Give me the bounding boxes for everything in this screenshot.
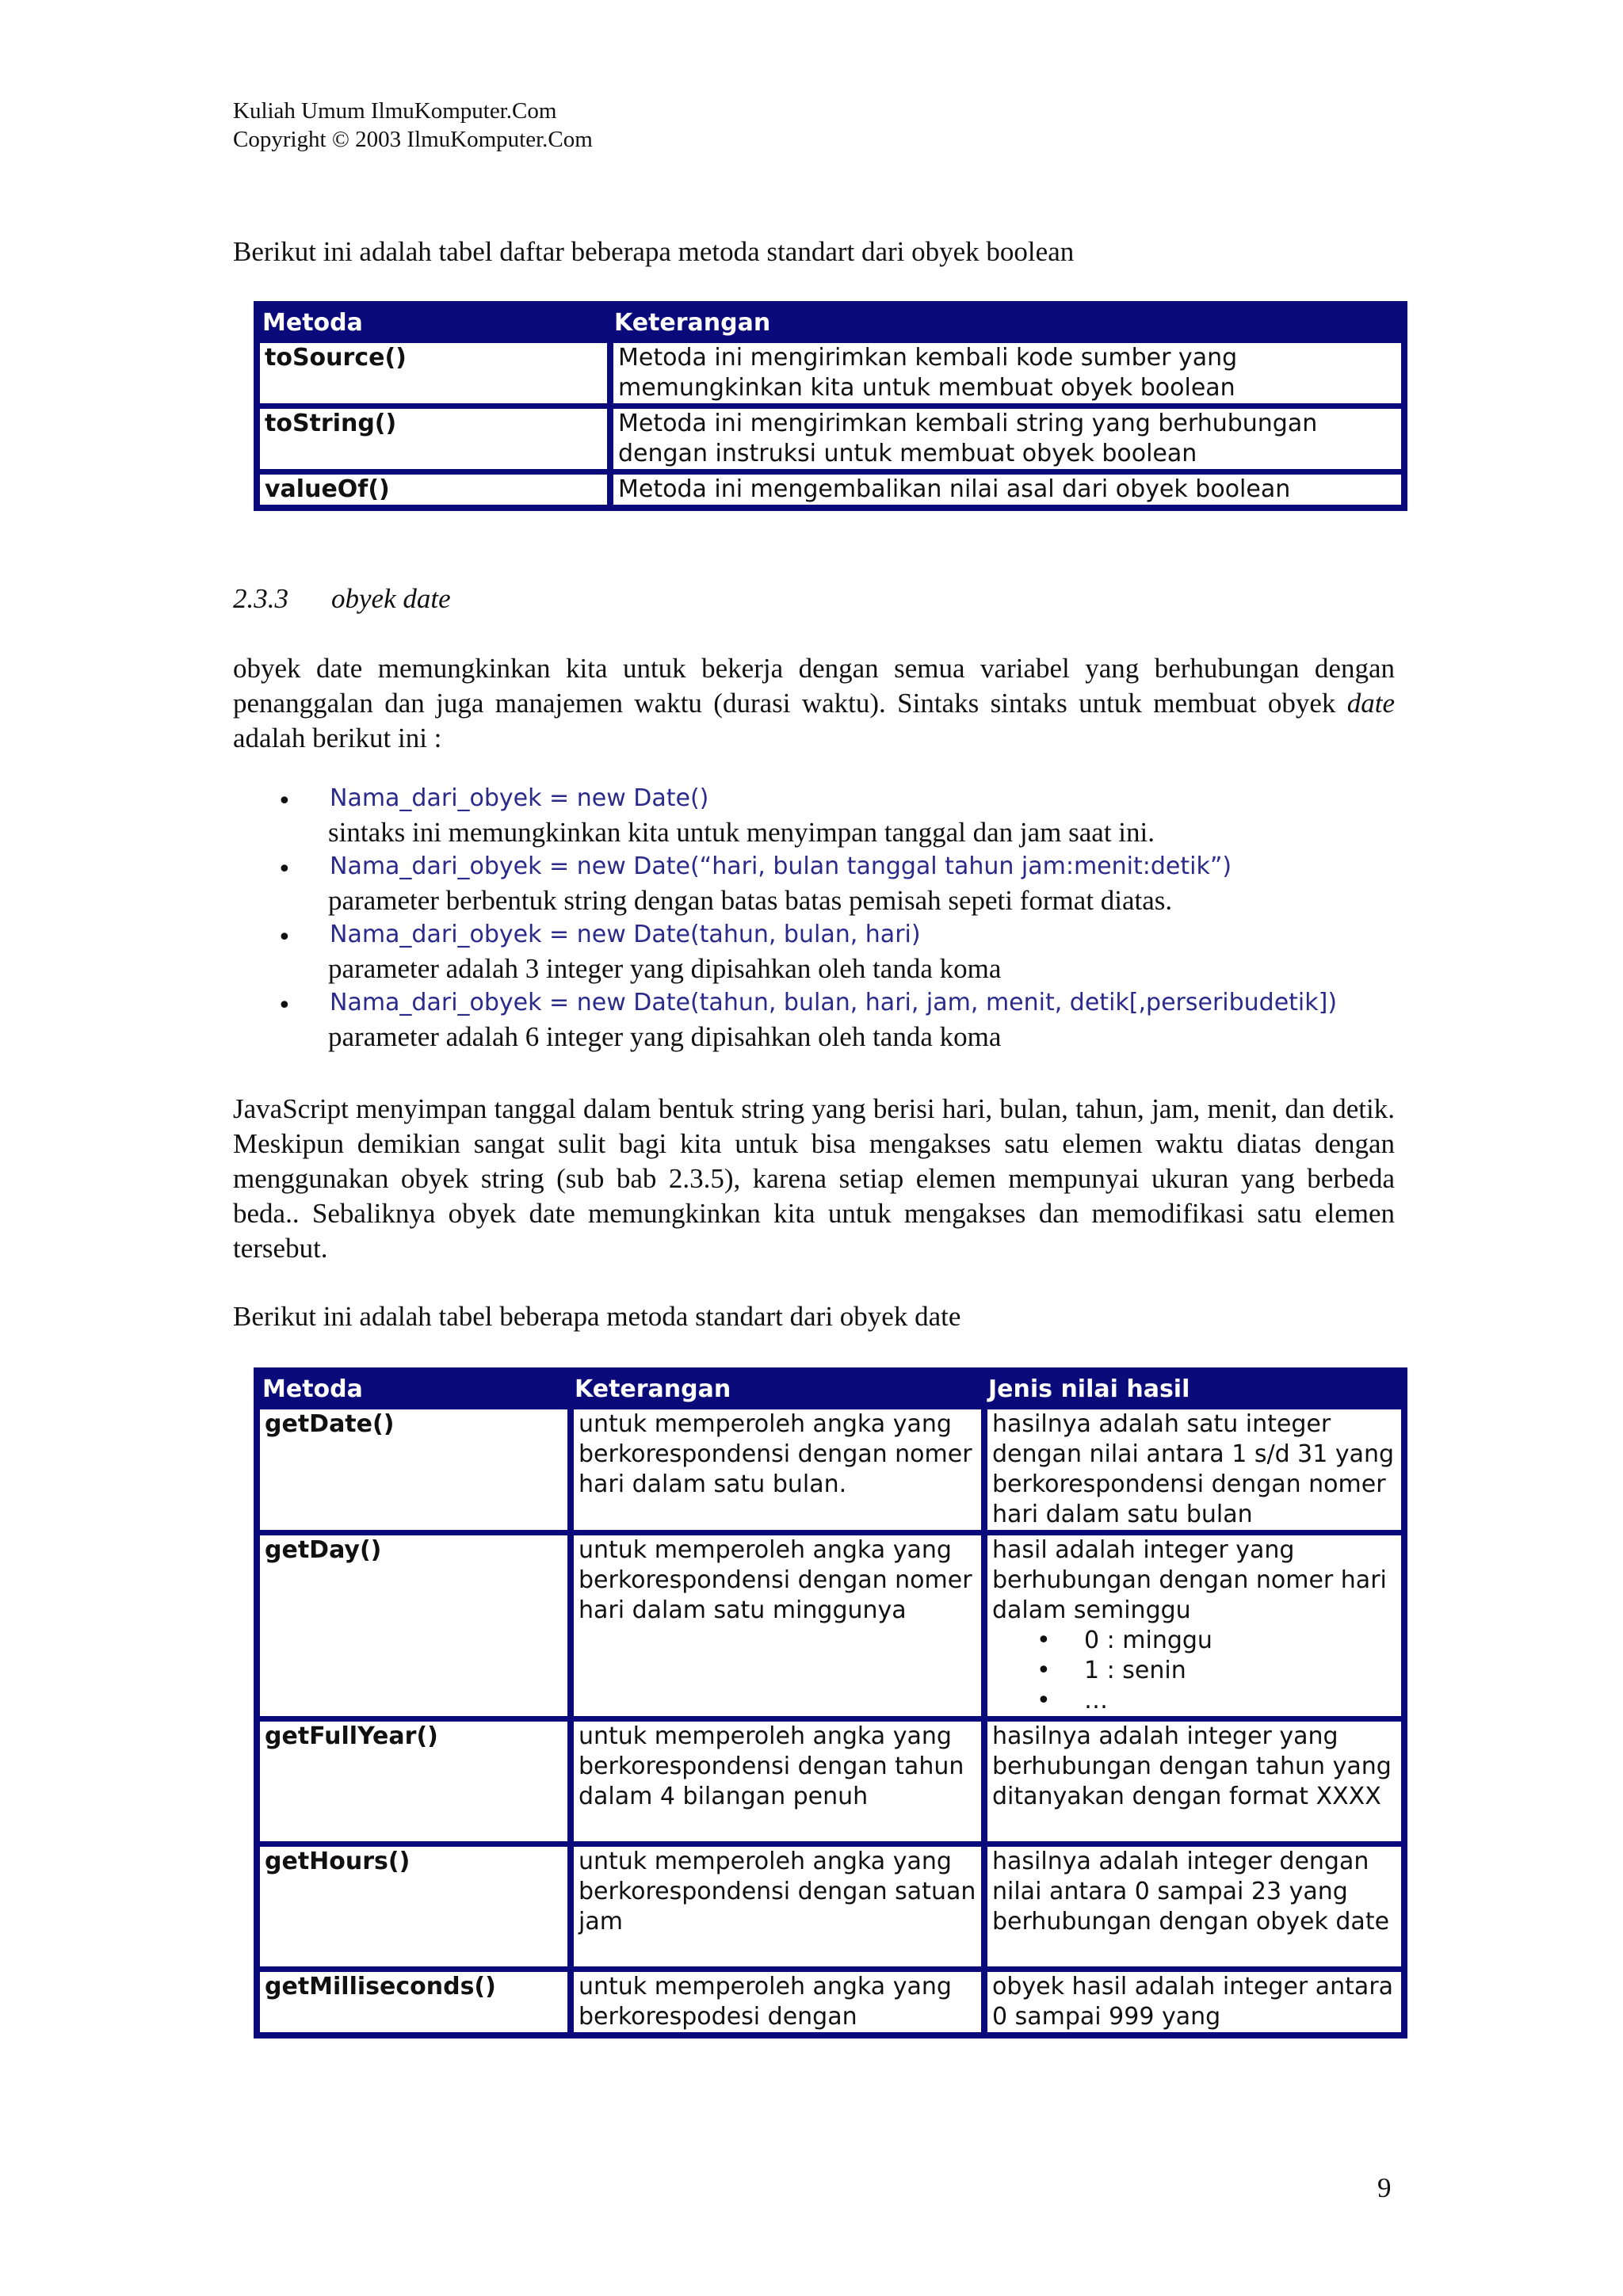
description-cell: Metoda ini mengirimkan kembali kode sumber yang memungkinkan kita untuk membuat obyek boolean	[609, 340, 1403, 406]
constructor-list	[277, 783, 1466, 1055]
constructor-syntax: Nama_dari_obyek = new Date(tahun, bulan, hari)	[330, 921, 921, 948]
column-header: Metoda	[258, 305, 609, 340]
table-row	[258, 471, 1403, 507]
date-methods-table	[254, 1367, 1407, 2039]
header-line-2: Copyright © 2003 IlmuKomputer.Com	[233, 127, 593, 152]
table-header-row	[258, 305, 1403, 340]
page-number: 9	[1377, 2172, 1392, 2203]
section-heading	[233, 583, 451, 615]
result-cell: obyek hasil adalah integer antara 0 sampai 999 yang	[983, 1969, 1403, 2035]
table-row	[258, 1532, 1403, 1718]
bullet-icon: •	[277, 924, 292, 952]
method-cell: toSource()	[258, 340, 609, 406]
paragraph-text: adalah berikut ini :	[233, 723, 442, 753]
result-cell: hasilnya adalah integer yang berhubungan dengan tahun yang ditanyakan dengan format XXXX	[983, 1718, 1403, 1844]
list-item: • 1 : senin	[1037, 1656, 1396, 1686]
table-row	[258, 406, 1403, 471]
table-row	[258, 1969, 1403, 2035]
description-cell: untuk memperoleh angka yang berkorespodesi dengan	[570, 1969, 983, 2035]
description-cell: Metoda ini mengembalikan nilai asal dari obyek boolean	[609, 471, 1403, 507]
result-cell	[983, 1532, 1403, 1718]
javascript-date-paragraph: JavaScript menyimpan tanggal dalam bentuk string yang berisi hari, bulan, tahun, jam, menit, dan detik. Meskipun demikian sangat sulit bagi kita untuk bisa mengakses satu elemen waktu diatas dengan menggunakan obyek string (sub bab 2.3.5), karena setiap elemen mempunyai ukuran yang berbeda beda.. Sebaliknya obyek date memungkinkan kita untuk mengakses dan memodifikasi satu elemen tersebut.	[233, 1093, 1395, 1264]
result-text: hasil adalah integer yang berhubungan dengan nomer hari dalam seminggu	[992, 1536, 1387, 1624]
description-cell: untuk memperoleh angka yang berkorespondensi dengan satuan jam	[570, 1844, 983, 1969]
date-intro-paragraph	[233, 651, 1395, 756]
table-header-row	[258, 1371, 1403, 1406]
description-cell: untuk memperoleh angka yang berkorespondensi dengan nomer hari dalam satu bulan.	[570, 1406, 983, 1532]
constructor-description: parameter adalah 3 integer yang dipisahkan oleh tanda koma	[328, 953, 1002, 984]
list-item	[277, 783, 1466, 851]
method-cell: getHours()	[258, 1844, 570, 1969]
column-header: Jenis nilai hasil	[983, 1371, 1403, 1406]
constructor-syntax: Nama_dari_obyek = new Date(tahun, bulan, hari, jam, menit, detik[,perseribudetik])	[330, 989, 1338, 1016]
section-title: obyek date	[331, 583, 451, 614]
bullet-icon: •	[277, 788, 292, 815]
list-item	[277, 987, 1466, 1055]
section-number: 2.3.3	[233, 583, 288, 614]
column-header: Metoda	[258, 1371, 570, 1406]
table-row	[258, 1844, 1403, 1969]
method-cell: toString()	[258, 406, 609, 471]
constructor-syntax: Nama_dari_obyek = new Date(“hari, bulan tanggal tahun jam:menit:detik”)	[330, 852, 1232, 880]
result-cell: hasilnya adalah integer dengan nilai antara 0 sampai 23 yang berhubungan dengan obyek date	[983, 1844, 1403, 1969]
description-cell: Metoda ini mengirimkan kembali string yang berhubungan dengan instruksi untuk membuat obyek boolean	[609, 406, 1403, 471]
table-row	[258, 1406, 1403, 1532]
method-cell: getDay()	[258, 1532, 570, 1718]
bullet-icon: •	[277, 992, 292, 1020]
list-item: • 0 : minggu	[1037, 1626, 1396, 1656]
method-cell: getDate()	[258, 1406, 570, 1532]
table-row	[258, 340, 1403, 406]
list-item	[277, 919, 1466, 987]
paragraph-italic-text: date	[1346, 688, 1395, 719]
description-cell: untuk memperoleh angka yang berkorespondensi dengan nomer hari dalam satu minggunya	[570, 1532, 983, 1718]
constructor-description: sintaks ini memungkinkan kita untuk menyimpan tanggal dan jam saat ini.	[328, 817, 1155, 848]
result-cell: hasilnya adalah satu integer dengan nilai antara 1 s/d 31 yang berkorespondensi dengan nomer hari dalam satu bulan	[983, 1406, 1403, 1532]
intro-date-text: Berikut ini adalah tabel beberapa metoda standart dari obyek date	[233, 1301, 961, 1332]
list-item: • …	[1037, 1686, 1396, 1716]
day-list	[992, 1626, 1396, 1716]
header-line-1: Kuliah Umum IlmuKomputer.Com	[233, 98, 557, 124]
intro-boolean-text: Berikut ini adalah tabel daftar beberapa metoda standart dari obyek boolean	[233, 236, 1075, 267]
constructor-description: parameter adalah 6 integer yang dipisahkan oleh tanda koma	[328, 1021, 1002, 1052]
description-cell: untuk memperoleh angka yang berkorespondensi dengan tahun dalam 4 bilangan penuh	[570, 1718, 983, 1844]
list-item	[277, 851, 1466, 919]
boolean-methods-table	[254, 301, 1407, 511]
constructor-description: parameter berbentuk string dengan batas batas pemisah sepeti format diatas.	[328, 885, 1173, 916]
method-cell: getMilliseconds()	[258, 1969, 570, 2035]
running-header	[233, 97, 593, 154]
bullet-icon: •	[277, 856, 292, 883]
method-cell: valueOf()	[258, 471, 609, 507]
column-header: Keterangan	[570, 1371, 983, 1406]
table-row	[258, 1718, 1403, 1844]
column-header: Keterangan	[609, 305, 1403, 340]
constructor-syntax: Nama_dari_obyek = new Date()	[330, 784, 709, 812]
paragraph-text: obyek date memungkinkan kita untuk bekerja dengan semua variabel yang berhubungan dengan penanggalan dan juga manajemen waktu (durasi waktu). Sintaks sintaks untuk membuat obyek	[233, 653, 1395, 719]
method-cell: getFullYear()	[258, 1718, 570, 1844]
